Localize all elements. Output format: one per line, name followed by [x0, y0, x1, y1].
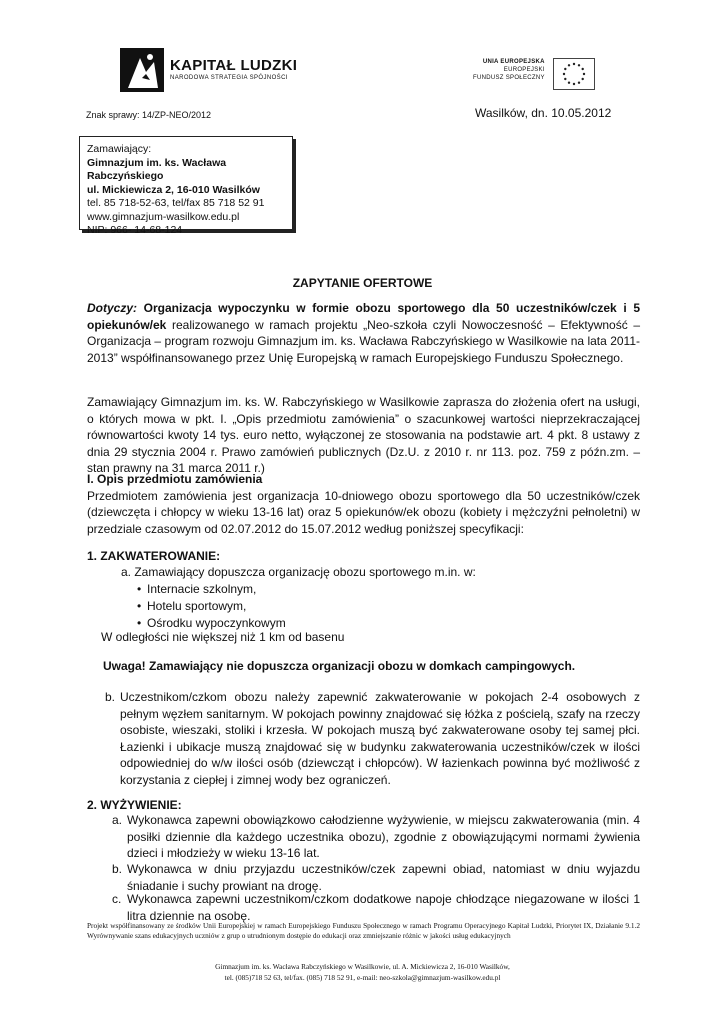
eu-logo: [473, 58, 595, 90]
food-heading: 2. WYŻYWIENIE:: [87, 798, 182, 812]
distance-note: W odległości nie większej niż 1 km od basenu: [101, 630, 345, 644]
accommodation-b-label: b.: [105, 690, 116, 704]
footer-line-2: tel. (085)718 52 63, tel/fax. (085) 718 52 91, e-mail: neo-szkola@gimnazjum-wasilkow.edu.pl: [224, 972, 501, 982]
page-footer: [0, 962, 725, 983]
section-1: [87, 471, 640, 537]
contracting-nip: NIP: 966- 14-68-124: [87, 224, 183, 236]
accommodation-heading: 1. ZAKWATEROWANIE:: [87, 549, 221, 563]
document-title: ZAPYTANIE OFERTOWE: [292, 276, 433, 290]
kl-title: KAPITAŁ LUDZKI: [170, 57, 298, 74]
food-item-b: b. Wykonawca w dniu przyjazdu uczestników/czek zapewni obiad, natomiast w dniu wyjazdu śniadanie i suchy prowiant na drogę.: [112, 862, 640, 893]
ue-line-2: EUROPEJSKI: [503, 67, 545, 73]
food-item-c: c. Wykonawca zapewni uczestnikom/czkom dodatkowe napoje chłodzące niegazowane w ilości 1 litra dziennie na osobę.: [112, 892, 640, 923]
food-item-a: a. Wykonawca zapewni obowiązkowo całodzienne wyżywienie, w miejscu zakwaterowania (min. 4 posiłki dziennie dla każdego uczestnika obozu), zgodnie z obowiązującymi normami żywienia dzieci i młodzieży w wieku 13-16 lat.: [112, 813, 640, 860]
bullet-item-3: • Ośrodku wypoczynkowym: [137, 616, 286, 630]
contracting-label: Zamawiający:: [87, 143, 152, 155]
intro-paragraph: Zamawiający Gimnazjum im. ks. W. Rabczyńskiego w Wasilkowie zaprasza do złożenia ofert na usługi, o których mowa w pkt. I. „Opis przedmiotu zamówienia” o szacunkowej wartości nieprzekraczającej równowartości kwoty 14 tys. euro netto, wyłączonej ze stosowania na podstawie art. 4 pkt. 8 ustawy z dnia 29 stycznia 2004 r. Prawo zamówień publicznych (Dz.U. z 2010 r. nr 113. poz. 759 z późn.zm. – stan prawny na 31 marca 2011 r.): [87, 395, 640, 475]
footer-line-1: Gimnazjum im. ks. Wacława Rabczyńskiego w Wasilkowie, ul. A. Mickiewicza 2, 16-010 Wasilków,: [215, 962, 510, 971]
ue-line-1: UNIA EUROPEJSKA: [482, 59, 545, 65]
eu-flag-icon: [553, 58, 595, 90]
subject-bold: Organizacja wypoczynku w formie obozu sportowego dla 50 uczestników/czek i 5 opiekunów/ek: [87, 301, 640, 332]
section-1-heading: I. Opis przedmiotu zamówienia: [87, 472, 263, 486]
accommodation-a: a. Zamawiający dopuszcza organizację obozu sportowego m.in. w:: [121, 565, 476, 579]
contracting-address: ul. Mickiewicza 2, 16-010 Wasilków: [87, 183, 260, 196]
contracting-phone: tel. 85 718-52-63, tel/fax 85 718 52 91: [87, 197, 265, 209]
bullet-item-1: • Internacie szkolnym,: [137, 582, 257, 596]
case-number: Znak sprawy: 14/ZP-NEO/2012: [86, 110, 212, 120]
contracting-name: Gimnazjum im. ks. Wacława Rabczyńskiego: [87, 156, 227, 182]
accommodation-b: [105, 689, 640, 788]
bullet-item-2: • Hotelu sportowym,: [137, 599, 247, 613]
ue-line-3: FUNDUSZ SPOŁECZNY: [473, 75, 545, 81]
kapital-ludzki-emblem-icon: [120, 48, 164, 92]
funding-footnote: Projekt współfinansowany ze środków Unii Europejskiej w ramach Europejskiego Funduszu Społecznego w ramach Programu Operacyjnego Kapitał Ludzki, Priorytet IX, Działanie 9.1.2 Wyrównywanie szans edukacyjnych uczniów z grup o utrudnionym dostępie do edukacji oraz zmniejszanie różnic w jakości usług edukacyjnych: [87, 921, 640, 940]
subject-rest: realizowanego w ramach projektu „Neo-szkoła czyli Nowoczesność – Efektywność – Organizacja – program rozwoju Gimnazjum im. ks. Wacława Rabczyńskiego w Wasilkowie na lata 2011-2013” współfinansowanego przez Unię Europejską w ramach Europejskiego Funduszu Społecznego.: [87, 317, 640, 365]
subject-label: Dotyczy:: [87, 301, 138, 315]
kapital-ludzki-logo: [120, 48, 297, 92]
document-date: Wasilków, dn. 10.05.2012: [475, 106, 612, 120]
accommodation-b-text: Uczestnikom/czkom obozu należy zapewnić zakwaterowanie w pokojach 2-4 osobowych z pełnym węzłem sanitarnym. W pokojach powinny znajdować się łóżka z pościelą, szafy na rzeczy osobiste, wieszaki, stoliki i krzesła. W pokojach muszą być zakwaterowane osoby tej samej płci. Łazienki i ubikacje muszą znajdować się w budynku zakwaterowania uczestników/czek w ilości odpowiedniej do w/w ilości osób (dziewcząt i chłopców). W łazienkach powinna być możliwość z korzystania z ciepłej i zimnej wody bez ograniczeń.: [120, 690, 640, 787]
camping-warning: Uwaga! Zamawiający nie dopuszcza organizacji obozu w domkach campingowych.: [103, 659, 576, 673]
section-1-text: Przedmiotem zamówienia jest organizacja 10-dniowego obozu sportowego dla 50 uczestników/czek (dziewczęta i chłopcy w wieku 13-16 lat) oraz 5 opiekunów/ek obozu (kobiety i mężczyźni pełnoletni) w przedziale czasowym od 02.07.2012 do 15.07.2012 według poniższej specyfikacji:: [87, 488, 640, 536]
subject-paragraph: [87, 300, 640, 366]
kl-subtitle: NARODOWA STRATEGIA SPÓJNOŚCI: [170, 75, 288, 81]
contracting-authority-box: [79, 136, 293, 236]
contracting-www: www.gimnazjum-wasilkow.edu.pl: [87, 210, 240, 223]
